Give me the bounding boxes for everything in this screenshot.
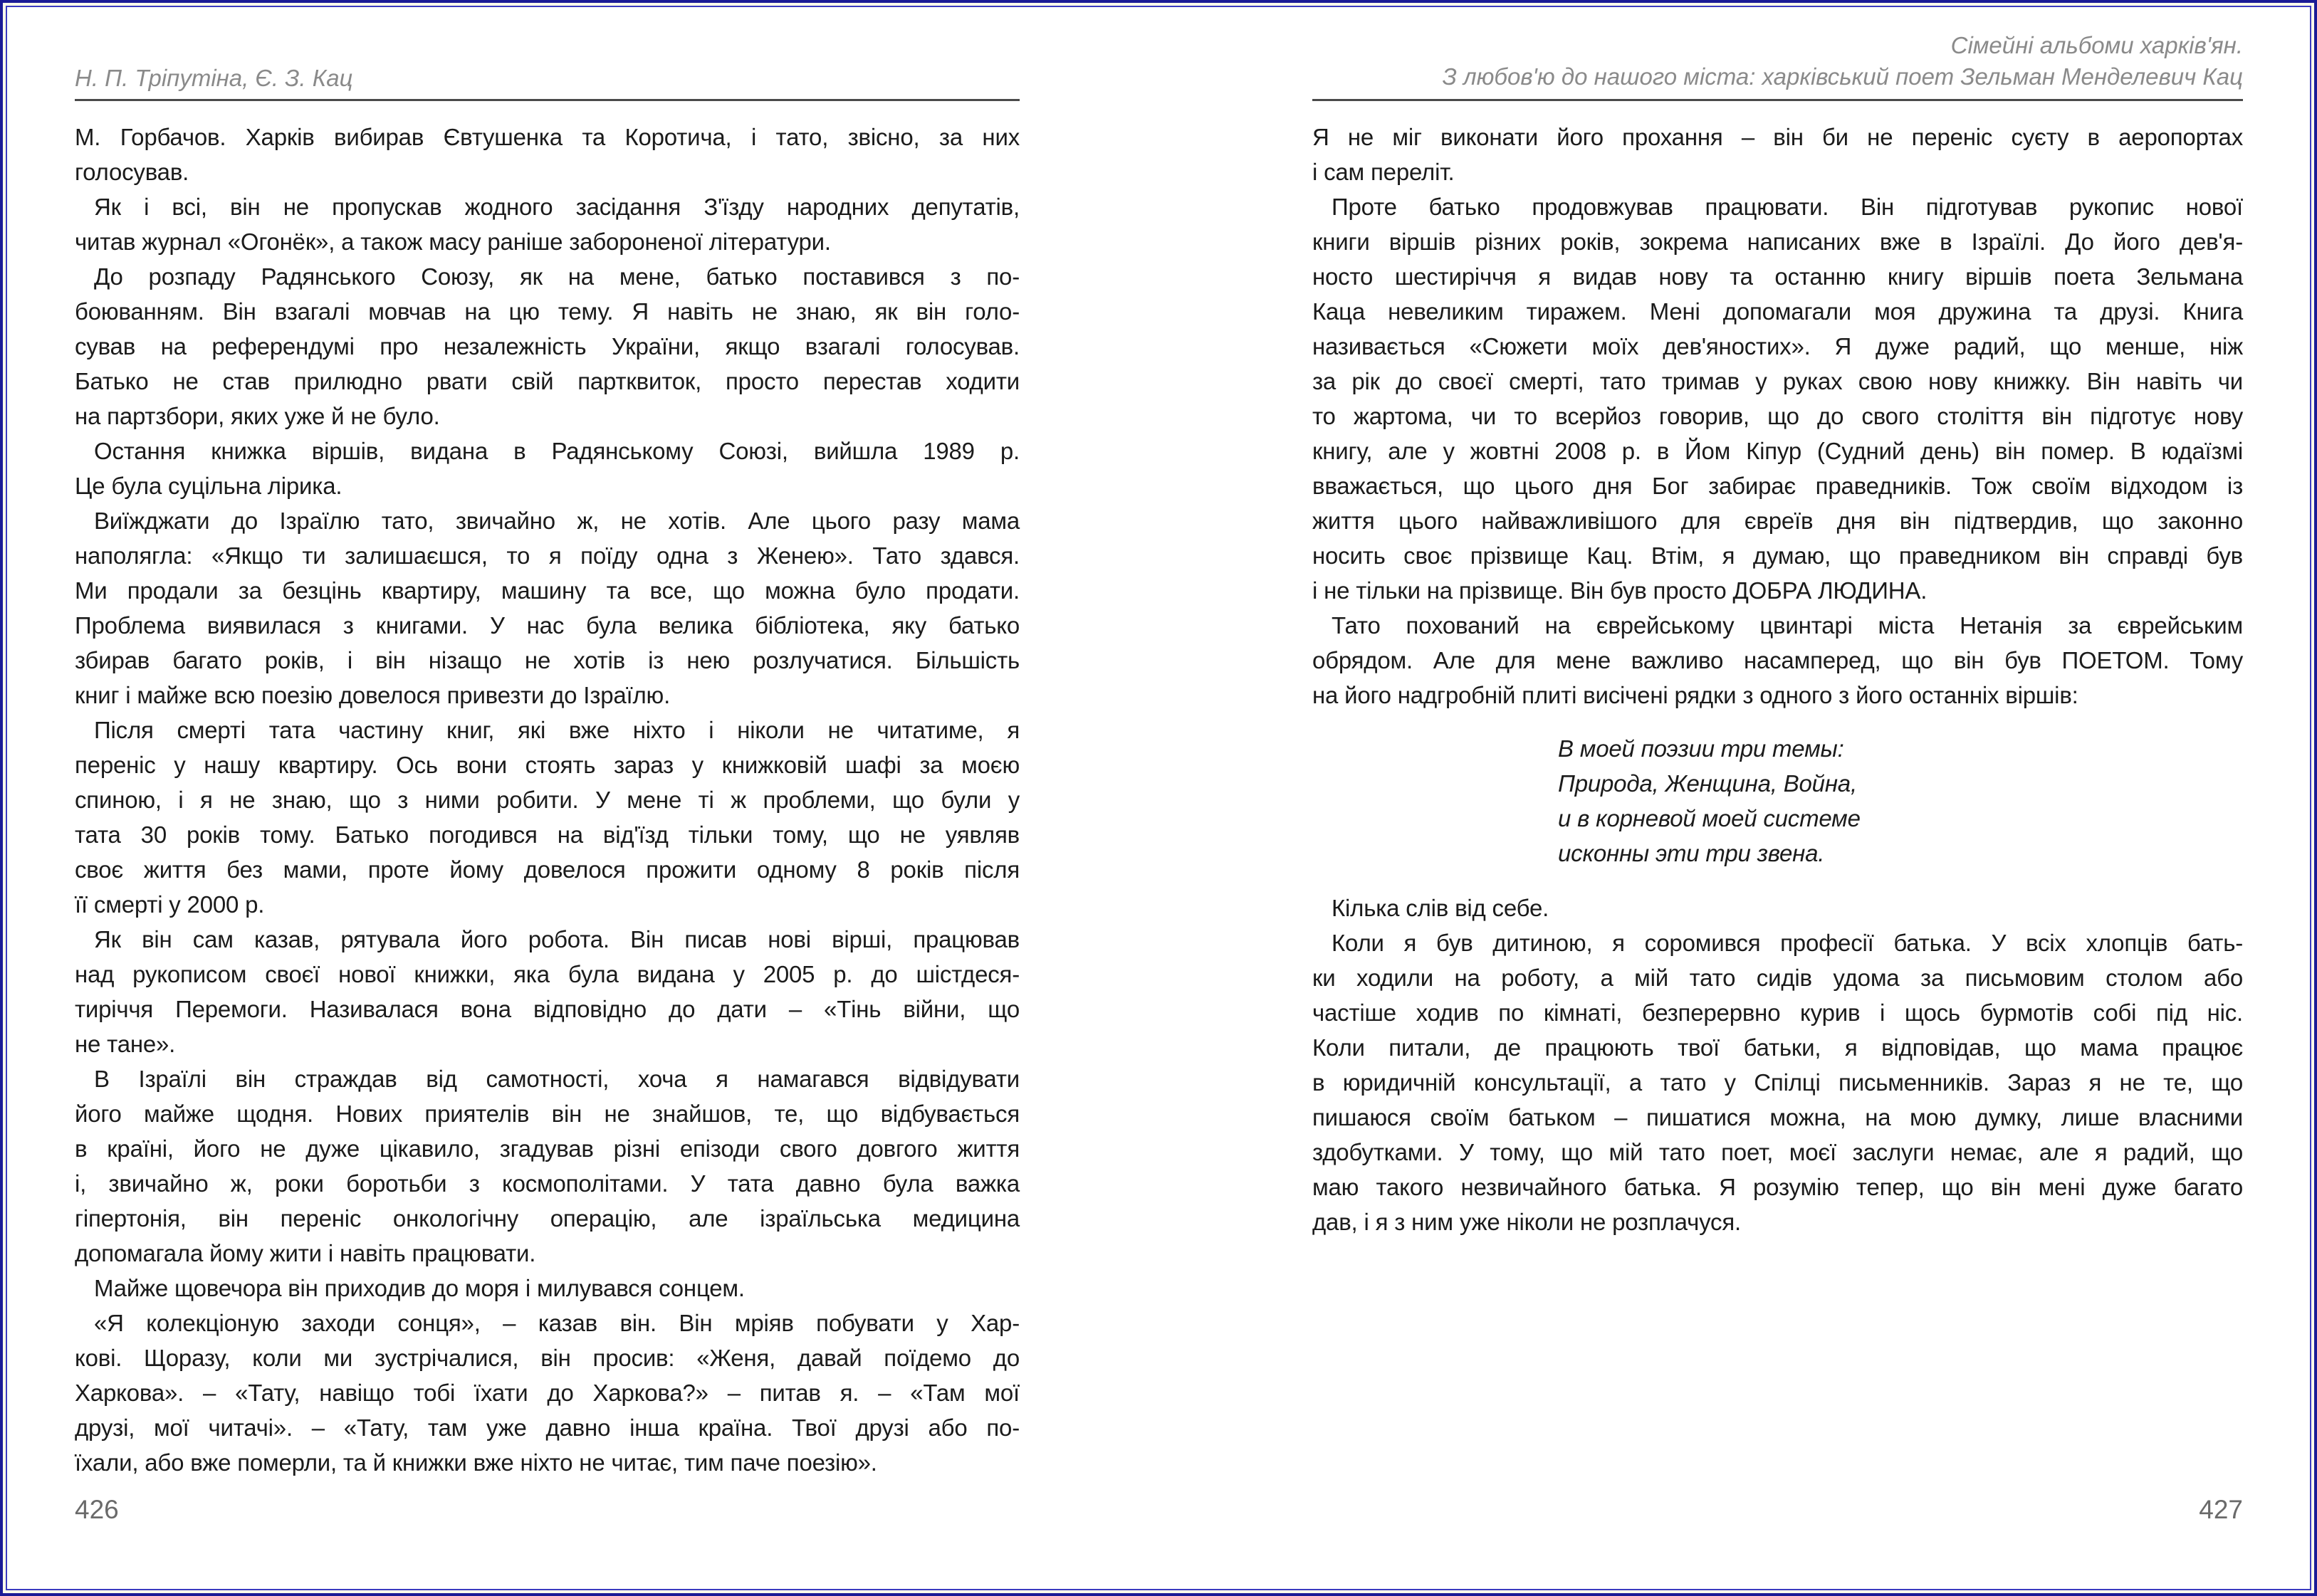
text-line: Каца невеликим тиражем. Мені допомагали моя дружина та друзі. Книга bbox=[1312, 298, 2243, 325]
text-line: В моей поэзии три темы: bbox=[1558, 735, 1844, 762]
text-line: не тане». bbox=[75, 1031, 176, 1057]
paragraph bbox=[75, 1061, 1020, 1271]
text-line: кові. Щоразу, коли ми зустрічалися, він просив: «Женя, давай поїдемо до bbox=[75, 1345, 1020, 1371]
text-line: і сам переліт. bbox=[1312, 159, 1455, 185]
text-line: на партзбори, яких уже й не було. bbox=[75, 403, 440, 429]
page-number-right: 427 bbox=[2199, 1495, 2243, 1524]
header-rule-right bbox=[1312, 99, 2243, 101]
paragraph bbox=[75, 189, 1020, 259]
text-line: маю такого незвичайного батька. Я розумію тепер, що він мені дуже багато bbox=[1312, 1174, 2243, 1200]
text-line: Батько не став прилюдно рвати свій партквиток, просто перестав ходити bbox=[75, 368, 1020, 394]
text-line: Я не міг виконати його прохання – він би не переніс суєту в аеропортах bbox=[1312, 124, 2243, 150]
text-line: Це була суцільна лірика. bbox=[75, 473, 342, 499]
paragraph bbox=[75, 434, 1020, 503]
text-line: Тато похований на єврейському цвинтарі міста Нетанія за єврейським bbox=[1332, 612, 2243, 639]
paragraph bbox=[1312, 608, 2243, 713]
text-line: друзі, мої читачі». – «Тату, там уже давно інша країна. Твої друзі або по- bbox=[75, 1414, 1020, 1441]
paragraph bbox=[75, 1306, 1020, 1480]
text-line: Проте батько продовжував працювати. Він підготував рукопис нової bbox=[1332, 194, 2243, 220]
text-line: Коли питали, де працюють твої батьки, я відповідав, що мама працює bbox=[1312, 1034, 2243, 1061]
text-line: Коли я був дитиною, я соромився професії батька. У всіх хлопців бать- bbox=[1332, 930, 2243, 956]
text-line: їхали, або вже померли, та й книжки вже ніхто не читає, тим паче поезію». bbox=[75, 1449, 877, 1476]
text-line: спиною, і я не знаю, що з ними робити. У мене ті ж проблеми, що були у bbox=[75, 787, 1020, 813]
text-line: книг і майже всю поезію довелося привезти до Ізраїлю. bbox=[75, 682, 671, 708]
text-line: життя цього найважливішого для євреїв дня він підтвердив, що законно bbox=[1312, 508, 2243, 534]
text-line: сував на референдумі про незалежність України, якщо взагалі голосував. bbox=[75, 333, 1020, 359]
paragraph bbox=[75, 503, 1020, 713]
text-line: М. Горбачов. Харків вибирав Євтушенка та Коротича, і тато, звісно, за них bbox=[75, 124, 1020, 150]
text-line: Після смерті тата частину книг, які вже ніхто і ніколи не читатиме, я bbox=[94, 717, 1020, 743]
text-line: исконны эти три звена. bbox=[1558, 840, 1825, 866]
text-line: голосував. bbox=[75, 159, 189, 185]
running-header-title-line1: Сімейні альбоми харків'ян. bbox=[1950, 32, 2243, 58]
text-line: Остання книжка віршів, видана в Радянському Союзі, вийшла 1989 р. bbox=[94, 438, 1020, 464]
paragraph bbox=[1312, 891, 2243, 925]
paragraph bbox=[75, 120, 1020, 189]
running-header-title bbox=[1443, 30, 2243, 93]
page-number-left: 426 bbox=[75, 1495, 119, 1524]
text-line: тиріччя Перемоги. Називалася вона відповідно до дати – «Тінь війни, що bbox=[75, 996, 1020, 1022]
text-line: Проблема виявилася з книгами. У нас була велика бібліотека, яку батько bbox=[75, 612, 1020, 639]
text-line: переніс у нашу квартиру. Ось вони стоять зараз у книжковій шафі за моєю bbox=[75, 752, 1020, 778]
paragraph bbox=[75, 1271, 1020, 1306]
header-rule-left bbox=[75, 99, 1020, 101]
text-line: Як він сам казав, рятувала його робота. Він писав нові вірші, працював bbox=[94, 926, 1020, 952]
text-line: і не тільки на прізвище. Він був просто ДОБРА ЛЮДИНА. bbox=[1312, 577, 1928, 604]
text-line: «Я колекціоную заходи сонця», – казав він. Він мріяв побувати у Хар- bbox=[94, 1310, 1020, 1336]
text-line: його майже щодня. Нових приятелів він не знайшов, те, що відбувається bbox=[75, 1101, 1020, 1127]
left-page-body-text bbox=[75, 120, 1020, 1480]
text-line: на його надгробній плиті висічені рядки з одного з його останніх віршів: bbox=[1312, 682, 2078, 708]
text-line: читав журнал «Огонёк», а також масу раніше забороненої літератури. bbox=[75, 229, 831, 255]
text-line: боюванням. Він взагалі мовчав на цю тему. Я навіть не знаю, як він голо- bbox=[75, 298, 1020, 325]
text-line: в країні, його не дуже цікавило, згадував різні епізоди свого довгого життя bbox=[75, 1135, 1020, 1162]
text-line: носто шестиріччя я видав нову та останню книгу віршів поета Зельмана bbox=[1312, 263, 2243, 290]
text-line: Виїжджати до Ізраїлю тато, звичайно ж, не хотів. Але цього разу мама bbox=[94, 508, 1020, 534]
running-header-author: Н. П. Тріпутіна, Є. З. Кац bbox=[75, 65, 353, 91]
paragraph bbox=[75, 259, 1020, 434]
paragraph bbox=[75, 922, 1020, 1061]
text-line: Природа, Женщина, Война, bbox=[1558, 770, 1857, 797]
text-line: книги віршів різних років, зокрема написаних вже в Ізраїлі. До його дев'я- bbox=[1312, 229, 2243, 255]
text-line: Кілька слів від себе. bbox=[1332, 895, 1549, 921]
text-line: наполягла: «Якщо ти залишаєшся, то я поїду одна з Женею». Тато здався. bbox=[75, 542, 1020, 569]
text-line: і, звичайно ж, роки боротьби з космополітами. У тата давно була важка bbox=[75, 1170, 1020, 1197]
text-line: називається «Сюжети моїх дев'яностих». Я дуже радий, що менше, ніж bbox=[1312, 333, 2243, 359]
text-line: то жартома, чи то всерйоз говорив, що до свого століття він підготує нову bbox=[1312, 403, 2243, 429]
text-line: В Ізраїлі він страждав від самотності, хоча я намагався відвідувати bbox=[94, 1066, 1020, 1092]
poem-block bbox=[1312, 731, 2243, 871]
text-line: носить своє прізвище Кац. Втім, я думаю, що праведником він справді був bbox=[1312, 542, 2243, 569]
text-line: дав, і я з ним уже ніколи не розплачуся. bbox=[1312, 1209, 1741, 1235]
paragraph bbox=[1312, 925, 2243, 1239]
text-line: Ми продали за безцінь квартиру, машину та все, що можна було продати. bbox=[75, 577, 1020, 604]
text-line: книгу, але у жовтні 2008 р. в Йом Кіпур (Судний день) він помер. В юдаїзмі bbox=[1312, 438, 2243, 464]
paragraph bbox=[75, 713, 1020, 922]
text-line: и в корневой моей системе bbox=[1558, 805, 1861, 831]
text-line: своє життя без мами, проте йому довелося прожити одному 8 років після bbox=[75, 856, 1020, 883]
text-line: Як і всі, він не пропускав жодного засідання З'їзду народних депутатів, bbox=[94, 194, 1020, 220]
text-line: збирав багато років, і він нізащо не хотів із нею розлучатися. Більшість bbox=[75, 647, 1020, 673]
text-line: в юридичній консультації, а тато у Спілці письменників. Зараз я не те, що bbox=[1312, 1069, 2243, 1096]
text-line: пишаюся своїм батьком – пишатися можна, на мою думку, лише власними bbox=[1312, 1104, 2243, 1130]
text-line: Харкова». – «Тату, навіщо тобі їхати до Харкова?» – питав я. – «Там мої bbox=[75, 1380, 1020, 1406]
text-line: її смерті у 2000 р. bbox=[75, 891, 265, 918]
text-line: вважається, що цього дня Бог забирає праведників. Тож своїм відходом із bbox=[1312, 473, 2243, 499]
paragraph bbox=[1312, 189, 2243, 608]
text-line: допомагала йому жити і навіть працювати. bbox=[75, 1240, 536, 1266]
text-line: над рукописом своєї нової книжки, яка була видана у 2005 р. до шістдеся- bbox=[75, 961, 1020, 987]
paragraph bbox=[1312, 120, 2243, 189]
text-line: частіше ходив по кімнаті, безперервно курив і щось бурмотів собі під ніс. bbox=[1312, 999, 2243, 1026]
text-line: здобутками. У тому, що мій тато поет, моєї заслуги немає, але я радий, що bbox=[1312, 1139, 2243, 1165]
running-header-title-line2: З любов'ю до нашого міста: харківський поет Зельман Менделевич Кац bbox=[1442, 63, 2243, 90]
text-line: ки ходили на роботу, а мій тато сидів удома за письмовим столом або bbox=[1312, 965, 2243, 991]
text-line: гіпертонія, він переніс онкологічну операцію, але ізраїльська медицина bbox=[75, 1205, 1020, 1232]
text-line: обрядом. Але для мене важливо насамперед, що він був ПОЕТОМ. Тому bbox=[1312, 647, 2243, 673]
text-line: за рік до своєї смерті, тато тримав у руках свою нову книжку. Він навіть чи bbox=[1312, 368, 2243, 394]
text-line: Майже щовечора він приходив до моря і милувався сонцем. bbox=[94, 1275, 745, 1301]
right-page-body-text bbox=[1312, 120, 2243, 1239]
text-line: тата 30 років тому. Батько погодився на від'їзд тільки тому, що не уявляв bbox=[75, 821, 1020, 848]
text-line: До розпаду Радянського Союзу, як на мене, батько поставився з по- bbox=[94, 263, 1020, 290]
